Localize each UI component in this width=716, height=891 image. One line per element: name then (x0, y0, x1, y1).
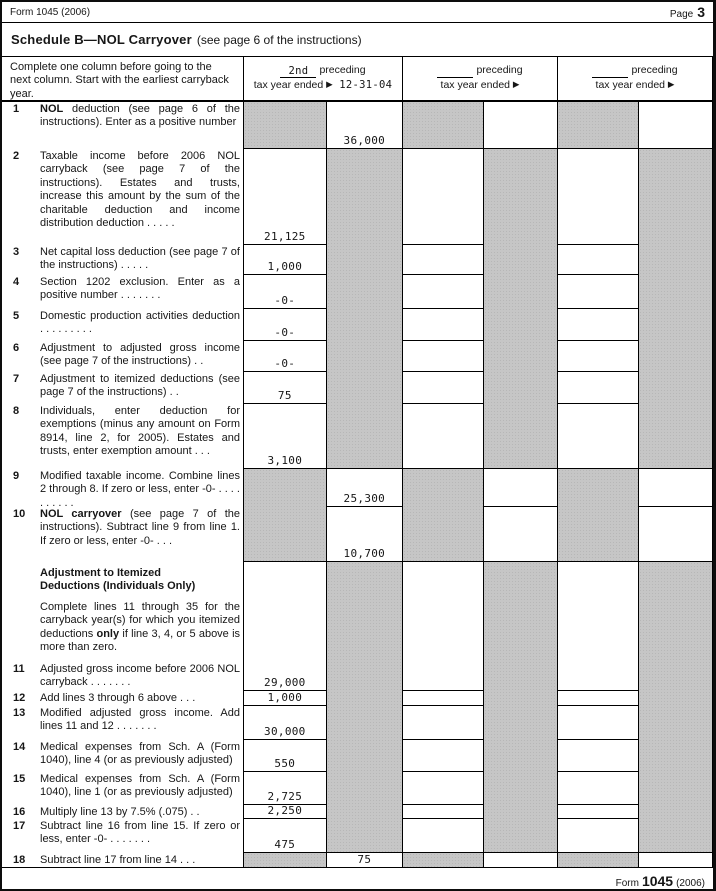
entry-cell-r14-col2[interactable] (403, 740, 483, 772)
line-number: 13 (13, 707, 26, 719)
tax-year-date-entry[interactable]: 12-31-04 (332, 79, 393, 91)
entry-cell-r3-col1[interactable] (244, 245, 326, 275)
entry-cell-r10-col1[interactable] (327, 507, 402, 562)
section-heading: Adjustment to Itemized Deductions (Individuals Only) (40, 567, 196, 593)
line-number: 12 (13, 692, 26, 704)
tax-year-ended-label: tax year ended (440, 79, 513, 91)
line-text: Adjusted gross income before 2006 NOL carryback . . . . . . . (40, 663, 240, 689)
line-number: 16 (13, 806, 26, 818)
row-4-description (2, 275, 243, 309)
entry-cell-r5-col2[interactable] (403, 309, 483, 341)
entry-cell-r18-col1[interactable] (327, 853, 402, 867)
line-text: NOL carryover (see page 7 of the instructions). Subtract line 9 from line 1. If zero or less, enter -0- . . . (40, 508, 241, 547)
line-text: Net capital loss deduction (see page 7 of the instructions) . . . . . (40, 246, 240, 272)
year-column-header (558, 57, 712, 102)
entry-value: 1,000 (267, 260, 303, 273)
entry-cell-r13-col2[interactable] (403, 706, 483, 740)
entry-cell-r8-col2[interactable] (403, 404, 483, 469)
shaded-cell (327, 562, 402, 853)
entry-cell-r12-col2[interactable] (403, 691, 483, 706)
schedule-title (2, 23, 713, 56)
row-9-description (2, 469, 243, 507)
year-column-1 (243, 57, 402, 867)
entry-cell-r17-col1[interactable] (244, 819, 326, 853)
entry-cell-r12-col1[interactable] (244, 691, 326, 706)
row-15-description (2, 772, 243, 805)
entry-value: 75 (277, 389, 292, 402)
entry-value: 30,000 (264, 725, 306, 738)
line-text: Adjustment to adjusted gross income (see page 7 of the instructions) . . (40, 342, 240, 368)
entry-cell-r3-col3[interactable] (558, 245, 638, 275)
line-text: Subtract line 16 from line 15. If zero or less, enter -0- . . . . . . . (40, 820, 240, 846)
entry-cell-r5-col1[interactable] (244, 309, 326, 341)
entry-value: 475 (274, 838, 296, 851)
preceding-label: preceding (476, 64, 523, 76)
entry-value: 3,100 (267, 454, 303, 467)
line-number: 11 (13, 663, 25, 675)
left-subcolumn (558, 102, 638, 867)
entry-value: -0- (274, 294, 296, 307)
entry-cell-r4-col1[interactable] (244, 275, 326, 309)
preceding-label: preceding (319, 64, 366, 76)
shaded-cell (403, 102, 483, 149)
left-subcolumn (244, 102, 326, 867)
line-number: 1 (13, 103, 20, 115)
shaded-cell (244, 469, 326, 562)
shaded-cell (403, 853, 483, 867)
line-number: 6 (13, 342, 20, 354)
shaded-cell (558, 102, 638, 149)
line-text: Medical expenses from Sch. A (Form 1040), line 1 (or as previously adjusted) (40, 773, 240, 799)
footer-form-year: (2006) (676, 878, 705, 889)
line-text: Section 1202 exclusion. Enter as a positive number . . . . . . . (40, 276, 240, 302)
entry-cell-r8-col3[interactable] (558, 404, 638, 469)
ordinal-entry-line[interactable]: 2nd (280, 66, 316, 78)
row-3-description (2, 245, 243, 275)
footer-form-number: 1045 (641, 873, 674, 889)
entry-cell-r10-col3[interactable] (639, 507, 712, 562)
line-text: Subtract line 17 from line 14 . . . (40, 854, 196, 866)
row-2-description (2, 149, 243, 245)
entry-value: 29,000 (264, 676, 306, 689)
preceding-label: preceding (631, 64, 678, 76)
shaded-cell (558, 853, 638, 867)
entry-cell-r16-col2[interactable] (403, 805, 483, 819)
entry-cell-r2-col3[interactable] (558, 149, 638, 245)
entry-cell-r13-col1[interactable] (244, 706, 326, 740)
arrowhead-icon: ▶ (512, 79, 520, 89)
entry-cell-r6-col3[interactable] (558, 341, 638, 372)
entry-value: 2,250 (267, 804, 303, 817)
entry-value: 10,700 (343, 547, 386, 560)
line-number: 9 (13, 470, 20, 482)
entry-cell-r15-col3[interactable] (558, 772, 638, 805)
entry-cell-r11-col2[interactable] (403, 562, 483, 691)
entry-value: -0- (274, 326, 296, 339)
description-column (2, 57, 243, 867)
shaded-cell (639, 149, 712, 469)
page-header (2, 2, 713, 23)
row-8-description (2, 404, 243, 469)
section-paragraph: Complete lines 11 through 35 for the carryback year(s) for which you itemized deductions only if line 3, 4, or 5 above is more than zero. (40, 600, 241, 654)
entry-cell-r16-col1[interactable] (244, 805, 326, 819)
shaded-cell (244, 853, 326, 867)
row-10-description (2, 507, 243, 562)
schedule-title-bold: Schedule B—NOL Carryover (11, 32, 192, 47)
entry-cell-r16-col3[interactable] (558, 805, 638, 819)
line-number (2, 567, 40, 662)
entry-cell-r10-col2[interactable] (484, 507, 557, 562)
row-5-description (2, 309, 243, 341)
year-column-header (244, 57, 402, 102)
tax-year-ended-label: tax year ended (595, 79, 668, 91)
entry-cell-r13-col3[interactable] (558, 706, 638, 740)
row-17-description (2, 819, 243, 853)
line-number: 8 (13, 405, 20, 417)
page-number: Page 3 (669, 4, 705, 20)
entry-cell-r6-col2[interactable] (403, 341, 483, 372)
entry-cell-r15-col1[interactable] (244, 772, 326, 805)
right-subcolumn (638, 102, 712, 867)
page-number-value: 3 (697, 4, 705, 20)
entry-cell-r7-col1[interactable] (244, 372, 326, 404)
line-number: 5 (13, 310, 20, 322)
entry-cell-r15-col2[interactable] (403, 772, 483, 805)
footer-form-label: Form (615, 878, 639, 889)
year-column-3 (557, 57, 712, 867)
right-subcolumn (326, 102, 402, 867)
line-text: Add lines 3 through 6 above . . . (40, 692, 196, 704)
row-11-description (2, 662, 243, 691)
entry-cell-r17-col2[interactable] (403, 819, 483, 853)
entry-cell-r1-col3[interactable] (639, 102, 712, 149)
line-number: 14 (13, 741, 26, 753)
entry-cell-r14-col3[interactable] (558, 740, 638, 772)
entry-cell-r7-col2[interactable] (403, 372, 483, 404)
entry-value: 1,000 (267, 691, 303, 704)
entry-value: 36,000 (343, 134, 386, 147)
shaded-cell (558, 469, 638, 562)
section-adjustment-itemized (2, 562, 243, 662)
shaded-cell (327, 149, 402, 469)
shaded-cell (403, 469, 483, 562)
entry-cell-r18-col2[interactable] (484, 853, 557, 867)
row-7-description (2, 372, 243, 404)
entry-value: 550 (274, 757, 296, 770)
entry-cell-r17-col3[interactable] (558, 819, 638, 853)
line-text: Domestic production activities deduction . . . . . . . . . (40, 310, 240, 336)
entry-cell-r1-col1[interactable] (327, 102, 402, 149)
arrowhead-icon: ▶ (667, 79, 675, 89)
entry-value: 75 (357, 853, 372, 866)
line-text: Taxable income before 2006 NOL carryback (see page 7 of the instructions). Estates and trusts, increase this amount by the sum of the charitable deduction and income distribution deduction . . . . . (40, 150, 240, 230)
line-text: Individuals, enter deduction for exemptions (minus any amount on Form 8914, line 2, for 2005). Estates and trusts, enter exemption amount . . . (40, 405, 240, 458)
line-number: 2 (13, 150, 20, 162)
entry-cell-r9-col2[interactable] (484, 469, 557, 507)
line-text: NOL deduction (see page 6 of the instructions). Enter as a positive number (40, 103, 240, 129)
entry-cell-r7-col3[interactable] (558, 372, 638, 404)
entry-cell-r18-col3[interactable] (639, 853, 712, 867)
entry-cell-r8-col1[interactable] (244, 404, 326, 469)
schedule-title-note: (see page 6 of the instructions) (196, 32, 362, 47)
row-6-description (2, 341, 243, 372)
line-number: 17 (13, 820, 26, 832)
shaded-cell (484, 149, 557, 469)
entry-cell-r11-col1[interactable] (244, 562, 326, 691)
line-number: 10 (13, 508, 26, 520)
entry-cell-r4-col2[interactable] (403, 275, 483, 309)
entry-value: 21,125 (264, 230, 306, 243)
year-column-header (403, 57, 557, 102)
line-number: 4 (13, 276, 20, 288)
entry-cell-r3-col2[interactable] (403, 245, 483, 275)
row-1-description (2, 102, 243, 149)
entry-cell-r14-col1[interactable] (244, 740, 326, 772)
left-subcolumn (403, 102, 483, 867)
line-text: Medical expenses from Sch. A (Form 1040), line 4 (or as previously adjusted) (40, 741, 240, 767)
entry-cell-r5-col3[interactable] (558, 309, 638, 341)
line-number: 15 (13, 773, 26, 785)
entry-cell-r9-col3[interactable] (639, 469, 712, 507)
line-number: 3 (13, 246, 20, 258)
form-id-label: Form 1045 (2006) (10, 6, 91, 18)
line-text: Multiply line 13 by 7.5% (.075) . . (40, 806, 200, 818)
section-text (40, 567, 243, 662)
entry-value: -0- (274, 357, 296, 370)
shaded-cell (639, 562, 712, 853)
year-column-2 (402, 57, 557, 867)
row-12-description (2, 691, 243, 706)
entry-value: 2,725 (267, 790, 303, 803)
line-text: Adjustment to itemized deductions (see page 7 of the instructions) . . (40, 373, 240, 399)
entry-cell-r6-col1[interactable] (244, 341, 326, 372)
shaded-cell (484, 562, 557, 853)
entry-cell-r2-col2[interactable] (403, 149, 483, 245)
row-18-description (2, 853, 243, 867)
line-number: 18 (13, 854, 26, 866)
right-subcolumn (483, 102, 557, 867)
line-text: Modified adjusted gross income. Add lines 11 and 12 . . . . . . . (40, 707, 240, 733)
entry-cell-r11-col3[interactable] (558, 562, 638, 691)
entry-value: 25,300 (343, 492, 386, 505)
entry-cell-r12-col3[interactable] (558, 691, 638, 706)
entry-cell-r2-col1[interactable] (244, 149, 326, 245)
entry-cell-r4-col3[interactable] (558, 275, 638, 309)
tax-year-ended-label: tax year ended (253, 79, 327, 91)
table-instructions: Complete one column before going to the next column. Start with the earliest carryback year. (2, 57, 243, 102)
entry-cell-r1-col2[interactable] (484, 102, 557, 149)
row-13-description (2, 706, 243, 740)
line-text: Modified taxable income. Combine lines 2 through 8. If zero or less, enter -0- . . . . . . . . . . (40, 470, 240, 509)
shaded-cell (244, 102, 326, 149)
schedule-b-table (2, 56, 713, 868)
row-16-description (2, 805, 243, 819)
arrowhead-icon: ▶ (326, 79, 333, 89)
line-number: 7 (13, 373, 20, 385)
row-14-description (2, 740, 243, 772)
page-footer (2, 868, 713, 889)
entry-cell-r9-col1[interactable] (327, 469, 402, 507)
